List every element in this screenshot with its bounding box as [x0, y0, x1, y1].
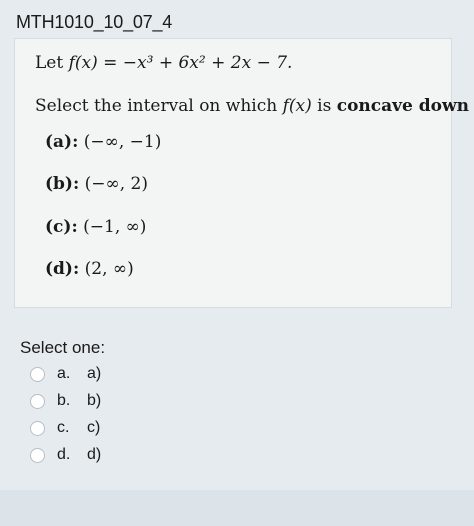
- option-label: d): [87, 446, 102, 463]
- stem-prefix: Let: [35, 53, 69, 73]
- choice-interval: (−∞, −1): [83, 132, 162, 152]
- choice-letter: (c):: [45, 217, 78, 237]
- choice-c: [45, 217, 146, 237]
- question-title: MTH1010_10_07_4: [16, 12, 173, 32]
- option-letter: c.: [57, 419, 70, 436]
- radio-button[interactable]: [30, 367, 45, 382]
- function-definition: f(x) = −x³ + 6x² + 2x − 7.: [68, 53, 293, 73]
- radio-button[interactable]: [30, 394, 45, 409]
- choice-d: [45, 259, 134, 279]
- choice-a: [45, 132, 161, 152]
- choice-letter: (b):: [45, 174, 80, 194]
- radio-button[interactable]: [30, 421, 45, 436]
- choice-interval: (−∞, 2): [84, 174, 148, 194]
- choice-b: [45, 174, 148, 194]
- choice-interval: (−1, ∞): [83, 217, 147, 237]
- select-one-label: Select one:: [20, 338, 106, 357]
- option-letter: d.: [57, 446, 71, 463]
- answer-option-a[interactable]: [30, 363, 101, 385]
- option-letter: a.: [57, 365, 71, 382]
- choice-interval: (2, ∞): [84, 259, 134, 279]
- prompt-prefix: Select the interval on which: [35, 96, 283, 116]
- choice-letter: (a):: [45, 132, 79, 152]
- answer-option-c[interactable]: [30, 417, 100, 439]
- option-letter: b.: [57, 392, 71, 409]
- answer-option-b[interactable]: [30, 390, 101, 412]
- answer-option-d[interactable]: [30, 444, 101, 466]
- option-label: c): [87, 419, 101, 436]
- prompt-mid: is: [311, 96, 337, 116]
- footer-strip: [0, 490, 474, 526]
- prompt-function: f(x): [282, 96, 312, 116]
- option-label: b): [87, 392, 102, 409]
- question-panel: [14, 38, 469, 308]
- prompt-emphasis: concave down: [336, 96, 469, 116]
- question-stem: [35, 53, 292, 73]
- question-prompt: [35, 96, 469, 116]
- option-label: a): [87, 365, 102, 382]
- radio-button[interactable]: [30, 448, 45, 463]
- choice-letter: (d):: [45, 259, 80, 279]
